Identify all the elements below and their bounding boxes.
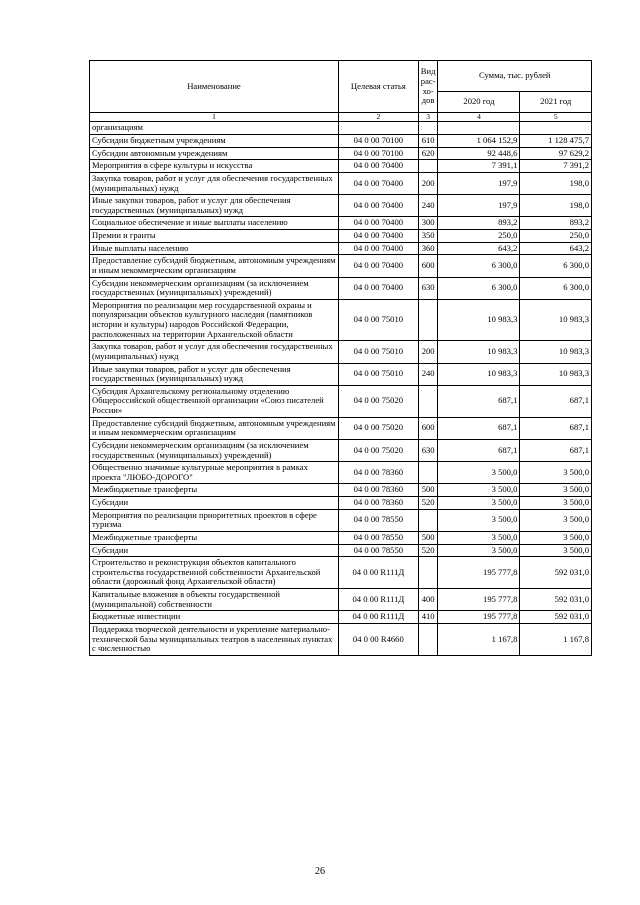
row-type: 410 xyxy=(418,611,438,624)
row-sum-2021: 198,0 xyxy=(520,195,592,217)
row-sum-2020: 687,1 xyxy=(438,439,520,461)
row-name: Социальное обеспечение и иные выплаты населению xyxy=(90,217,339,230)
row-sum-2021: 687,1 xyxy=(520,385,592,417)
row-sum-2020: 197,9 xyxy=(438,172,520,194)
row-code: 04 0 00 78550 xyxy=(338,544,418,557)
row-name: Бюджетные инвестиции xyxy=(90,611,339,624)
row-name: Премии и гранты xyxy=(90,230,339,243)
row-sum-2021: 3 500,0 xyxy=(520,531,592,544)
table-row xyxy=(90,484,592,497)
table-row xyxy=(90,299,592,341)
row-sum-2020: 3 500,0 xyxy=(438,484,520,497)
row-type xyxy=(418,462,438,484)
row-sum-2020: 643,2 xyxy=(438,242,520,255)
row-name: Субсидии автономным учреждениям xyxy=(90,147,339,160)
row-code: 04 0 00 75010 xyxy=(338,341,418,363)
table-row xyxy=(90,172,592,194)
colnum: 4 xyxy=(438,113,520,122)
table-row xyxy=(90,255,592,277)
row-name: Иные закупки товаров, работ и услуг для обеспечения государственных (муниципальных) нужд xyxy=(90,195,339,217)
row-name: Субсидии некоммерческим организациям (за исключением государственных (муниципальных) учреждений) xyxy=(90,439,339,461)
row-sum-2020: 3 500,0 xyxy=(438,497,520,510)
table-row xyxy=(90,277,592,299)
row-sum-2021: 592 031,0 xyxy=(520,557,592,589)
colnum: 3 xyxy=(418,113,438,122)
row-sum-2021: 10 983,3 xyxy=(520,363,592,385)
row-code: 04 0 00 70100 xyxy=(338,147,418,160)
table-row xyxy=(90,531,592,544)
row-sum-2021: 97 629,2 xyxy=(520,147,592,160)
row-sum-2020: 6 300,0 xyxy=(438,277,520,299)
row-type: 360 xyxy=(418,242,438,255)
row-name: Мероприятия по реализации мер государственной охраны и популяризации объектов культурного наследия (памятников истории и культуры) народов Российской Федерации, расположенных на территории Архангельской области xyxy=(90,299,339,341)
row-sum-2021: 643,2 xyxy=(520,242,592,255)
row-sum-2021: 3 500,0 xyxy=(520,484,592,497)
table-row xyxy=(90,147,592,160)
row-code: 04 0 00 70400 xyxy=(338,242,418,255)
row-sum-2020: 7 391,1 xyxy=(438,160,520,173)
row-code: 04 0 00 75020 xyxy=(338,439,418,461)
row-name: Предоставление субсидий бюджетным, автономным учреждениям и иным некоммерческим организациям xyxy=(90,255,339,277)
row-name: Капитальные вложения в объекты государственной (муниципальной) собственности xyxy=(90,589,339,611)
row-code: 04 0 00 R4660 xyxy=(338,623,418,655)
row-name: Строительство и реконструкция объектов капитального строительства государственной собственности Архангельской области (дорожный фонд Архангельской области) xyxy=(90,557,339,589)
row-sum-2021: 6 300,0 xyxy=(520,255,592,277)
row-name: Субсидии xyxy=(90,544,339,557)
row-type: 200 xyxy=(418,172,438,194)
table-row xyxy=(90,230,592,243)
budget-table xyxy=(89,60,592,656)
row-type: 200 xyxy=(418,341,438,363)
table-row xyxy=(90,363,592,385)
row-type: 630 xyxy=(418,439,438,461)
table-row xyxy=(90,544,592,557)
row-sum-2020: 3 500,0 xyxy=(438,509,520,531)
row-code: 04 0 00 70400 xyxy=(338,217,418,230)
header-type: Вид рас-хо-дов xyxy=(418,61,438,113)
row-sum-2020: 687,1 xyxy=(438,417,520,439)
row-name: Межбюджетные трансферты xyxy=(90,531,339,544)
row-name: Иные закупки товаров, работ и услуг для обеспечения государственных (муниципальных) нужд xyxy=(90,363,339,385)
table-row xyxy=(90,462,592,484)
row-code: 04 0 00 78360 xyxy=(338,462,418,484)
row-sum-2020: 6 300,0 xyxy=(438,255,520,277)
row-code: 04 0 00 70400 xyxy=(338,160,418,173)
row-type: 300 xyxy=(418,217,438,230)
row-name: Общественно значимые культурные мероприятия в рамках проекта "ЛЮБО-ДОРОГО" xyxy=(90,462,339,484)
row-name: Иные выплаты населению xyxy=(90,242,339,255)
row-sum-2021: 6 300,0 xyxy=(520,277,592,299)
row-type: 600 xyxy=(418,255,438,277)
row-type xyxy=(418,299,438,341)
row-type xyxy=(418,509,438,531)
row-sum-2020: 195 777,8 xyxy=(438,557,520,589)
header-year-2021: 2021 год xyxy=(520,92,592,113)
row-name: организациям xyxy=(90,122,339,135)
row-sum-2021: 687,1 xyxy=(520,417,592,439)
row-sum-2021: 893,2 xyxy=(520,217,592,230)
row-type: 240 xyxy=(418,195,438,217)
colnum: 2 xyxy=(338,113,418,122)
table-row xyxy=(90,195,592,217)
table-row xyxy=(90,122,592,135)
table-row xyxy=(90,497,592,510)
row-type xyxy=(418,557,438,589)
row-sum-2021: 1 128 475,7 xyxy=(520,135,592,148)
row-sum-2021: 3 500,0 xyxy=(520,497,592,510)
table-row xyxy=(90,417,592,439)
table-row xyxy=(90,439,592,461)
table-row xyxy=(90,589,592,611)
row-code: 04 0 00 75010 xyxy=(338,363,418,385)
row-name: Межбюджетные трансферты xyxy=(90,484,339,497)
row-name: Мероприятия по реализации приоритетных проектов в сфере туризма xyxy=(90,509,339,531)
row-sum-2021 xyxy=(520,122,592,135)
row-sum-2020: 197,9 xyxy=(438,195,520,217)
row-code: 04 0 00 R111Д xyxy=(338,611,418,624)
row-sum-2021: 3 500,0 xyxy=(520,544,592,557)
row-type: 630 xyxy=(418,277,438,299)
row-code: 04 0 00 70400 xyxy=(338,255,418,277)
column-numbers-row xyxy=(90,113,592,122)
header-year-2020: 2020 год xyxy=(438,92,520,113)
row-type: 400 xyxy=(418,589,438,611)
row-code: 04 0 00 R111Д xyxy=(338,557,418,589)
table-body xyxy=(90,122,592,655)
row-code: 04 0 00 70400 xyxy=(338,277,418,299)
row-type: 620 xyxy=(418,147,438,160)
row-sum-2020: 195 777,8 xyxy=(438,611,520,624)
table-row xyxy=(90,135,592,148)
row-type: 240 xyxy=(418,363,438,385)
row-type: 500 xyxy=(418,484,438,497)
table-row xyxy=(90,557,592,589)
row-sum-2021: 592 031,0 xyxy=(520,589,592,611)
row-sum-2021: 10 983,3 xyxy=(520,341,592,363)
row-sum-2020: 10 983,3 xyxy=(438,363,520,385)
table-row xyxy=(90,509,592,531)
colnum: 5 xyxy=(520,113,592,122)
table-row xyxy=(90,623,592,655)
row-sum-2020: 687,1 xyxy=(438,385,520,417)
row-type xyxy=(418,623,438,655)
colnum: 1 xyxy=(90,113,339,122)
row-code: 04 0 00 70400 xyxy=(338,230,418,243)
row-name: Субсидия Архангельскому региональному отделению Общероссийской общественной организации «Союз писателей России» xyxy=(90,385,339,417)
row-type: 500 xyxy=(418,531,438,544)
row-type xyxy=(418,160,438,173)
row-name: Закупка товаров, работ и услуг для обеспечения государственных (муниципальных) нужд xyxy=(90,172,339,194)
row-code: 04 0 00 75020 xyxy=(338,385,418,417)
row-sum-2020: 3 500,0 xyxy=(438,531,520,544)
row-sum-2020: 250,0 xyxy=(438,230,520,243)
row-sum-2020 xyxy=(438,122,520,135)
row-sum-2021: 3 500,0 xyxy=(520,509,592,531)
table-row xyxy=(90,611,592,624)
row-sum-2021: 198,0 xyxy=(520,172,592,194)
row-code: 04 0 00 70100 xyxy=(338,135,418,148)
row-name: Субсидии xyxy=(90,497,339,510)
table-row xyxy=(90,160,592,173)
table-row xyxy=(90,341,592,363)
row-sum-2021: 3 500,0 xyxy=(520,462,592,484)
row-name: Поддержка творческой деятельности и укрепление материально-технической базы муниципальных театров в населенных пунктах с численностью xyxy=(90,623,339,655)
row-sum-2020: 3 500,0 xyxy=(438,462,520,484)
row-code: 04 0 00 70400 xyxy=(338,172,418,194)
row-sum-2021: 250,0 xyxy=(520,230,592,243)
row-name: Закупка товаров, работ и услуг для обеспечения государственных (муниципальных) нужд xyxy=(90,341,339,363)
row-sum-2021: 592 031,0 xyxy=(520,611,592,624)
header-name: Наименование xyxy=(90,61,339,113)
row-type xyxy=(418,122,438,135)
row-name: Субсидии некоммерческим организациям (за исключением государственных (муниципальных) учреждений) xyxy=(90,277,339,299)
header-sum: Сумма, тыс. рублей xyxy=(438,61,592,92)
row-code: 04 0 00 75020 xyxy=(338,417,418,439)
row-sum-2020: 1 064 152,9 xyxy=(438,135,520,148)
row-type xyxy=(418,385,438,417)
row-type: 600 xyxy=(418,417,438,439)
row-sum-2020: 3 500,0 xyxy=(438,544,520,557)
row-code: 04 0 00 78360 xyxy=(338,497,418,510)
row-sum-2020: 10 983,3 xyxy=(438,299,520,341)
page-number: 26 xyxy=(315,866,325,877)
row-sum-2021: 1 167,8 xyxy=(520,623,592,655)
row-sum-2020: 195 777,8 xyxy=(438,589,520,611)
row-type: 520 xyxy=(418,497,438,510)
row-code: 04 0 00 70400 xyxy=(338,195,418,217)
row-code: 04 0 00 75010 xyxy=(338,299,418,341)
row-sum-2020: 1 167,8 xyxy=(438,623,520,655)
row-sum-2020: 893,2 xyxy=(438,217,520,230)
row-sum-2020: 92 448,6 xyxy=(438,147,520,160)
row-type: 610 xyxy=(418,135,438,148)
table-row xyxy=(90,385,592,417)
row-type: 520 xyxy=(418,544,438,557)
row-name: Предоставление субсидий бюджетным, автономным учреждениям и иным некоммерческим организациям xyxy=(90,417,339,439)
row-code: 04 0 00 78360 xyxy=(338,484,418,497)
row-sum-2020: 10 983,3 xyxy=(438,341,520,363)
row-code: 04 0 00 78550 xyxy=(338,531,418,544)
row-code xyxy=(338,122,418,135)
row-name: Мероприятия в сфере культуры и искусства xyxy=(90,160,339,173)
header-code: Целевая статья xyxy=(338,61,418,113)
row-code: 04 0 00 78550 xyxy=(338,509,418,531)
row-sum-2021: 10 983,3 xyxy=(520,299,592,341)
table-row xyxy=(90,242,592,255)
row-sum-2021: 687,1 xyxy=(520,439,592,461)
row-sum-2021: 7 391,2 xyxy=(520,160,592,173)
row-type: 350 xyxy=(418,230,438,243)
row-name: Субсидии бюджетным учреждениям xyxy=(90,135,339,148)
table-row xyxy=(90,217,592,230)
row-code: 04 0 00 R111Д xyxy=(338,589,418,611)
